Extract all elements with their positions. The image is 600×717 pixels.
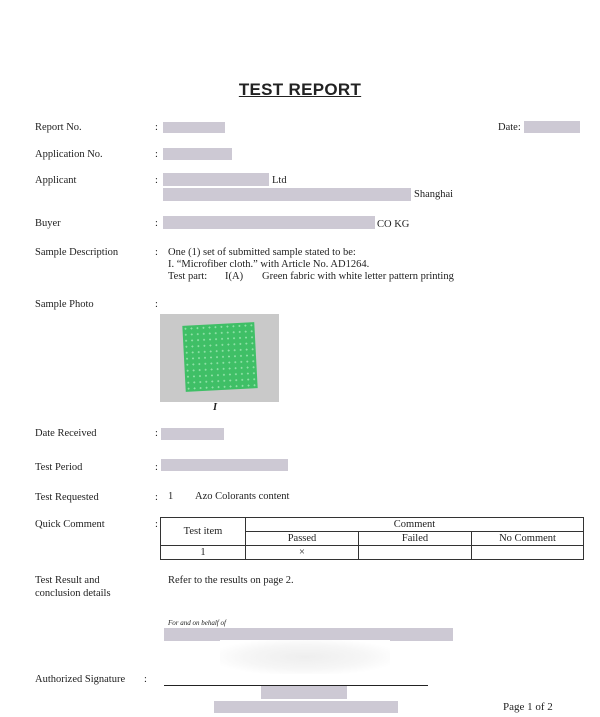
test-requested-colon: : — [155, 492, 158, 503]
sample-photo-caption: I — [213, 402, 218, 413]
date-received-redaction — [161, 428, 224, 440]
applicant-address-redaction — [163, 188, 411, 201]
applicant-colon: : — [155, 175, 158, 186]
test-result-label-line2: conclusion details — [35, 588, 111, 599]
quick-comment-label: Quick Comment — [35, 519, 105, 530]
test-period-label: Test Period — [35, 462, 83, 473]
test-requested-number: 1 — [168, 491, 174, 502]
quick-comment-colon: : — [155, 519, 158, 530]
test-item-header: Test item — [161, 518, 246, 546]
report-no-label: Report No. — [35, 122, 82, 133]
sample-description-line1: One (1) set of submitted sample stated to be: — [168, 247, 356, 258]
sample-photo-label: Sample Photo — [35, 299, 94, 310]
comment-header: Comment — [246, 518, 584, 532]
applicant-ltd: Ltd — [272, 175, 287, 186]
authorized-signature-colon: : — [144, 674, 147, 685]
sample-photo-colon: : — [155, 299, 158, 310]
buyer-suffix: CO KG — [377, 219, 410, 230]
test-result-text: Refer to the results on page 2. — [168, 575, 294, 586]
buyer-redaction — [163, 216, 375, 229]
table-row — [161, 546, 584, 560]
row-failed — [359, 546, 472, 560]
passed-header: Passed — [246, 532, 359, 546]
quick-comment-table — [160, 517, 584, 560]
sample-photo-image — [160, 314, 279, 402]
signatory-name-redaction — [261, 686, 347, 699]
row-passed-mark: × — [246, 546, 359, 560]
page-number: Page 1 of 2 — [503, 701, 553, 713]
report-no-redaction — [163, 122, 225, 133]
date-received-label: Date Received — [35, 428, 97, 439]
row-no-comment — [472, 546, 584, 560]
sample-description-colon: : — [155, 247, 158, 258]
test-requested-item: Azo Colorants content — [195, 491, 290, 502]
applicant-label: Applicant — [35, 175, 77, 186]
application-no-redaction — [163, 148, 232, 160]
on-behalf-text: For and on behalf of — [168, 619, 226, 627]
report-no-colon: : — [155, 122, 158, 133]
buyer-colon: : — [155, 218, 158, 229]
row-test-item: 1 — [161, 546, 246, 560]
applicant-city: Shanghai — [414, 189, 454, 200]
date-redaction — [524, 121, 580, 133]
application-no-label: Application No. — [35, 149, 103, 160]
authorized-signature-label: Authorized Signature — [35, 674, 126, 685]
failed-header: Failed — [359, 532, 472, 546]
test-part-label: Test part: — [168, 271, 208, 282]
buyer-label: Buyer — [35, 218, 61, 229]
date-received-colon: : — [155, 428, 158, 439]
test-result-label-line1: Test Result and — [35, 575, 100, 586]
signatory-title-redaction — [214, 701, 398, 713]
applicant-name-redaction — [163, 173, 269, 186]
application-no-colon: : — [155, 149, 158, 160]
test-requested-label: Test Requested — [35, 492, 99, 503]
no-comment-header: No Comment — [472, 532, 584, 546]
green-cloth-image — [182, 322, 257, 392]
test-period-redaction — [161, 459, 288, 471]
test-part-description: Green fabric with white letter pattern printing — [262, 271, 454, 282]
sample-description-label: Sample Description — [35, 247, 119, 258]
page-title: TEST REPORT — [238, 80, 362, 99]
signature-smudge — [220, 640, 390, 674]
test-part-code: I(A) — [225, 271, 244, 282]
date-label: Date: — [498, 122, 521, 133]
sample-description-line2: I. “Microfiber cloth.” with Article No. AD1264. — [168, 259, 370, 270]
test-period-colon: : — [155, 462, 158, 473]
